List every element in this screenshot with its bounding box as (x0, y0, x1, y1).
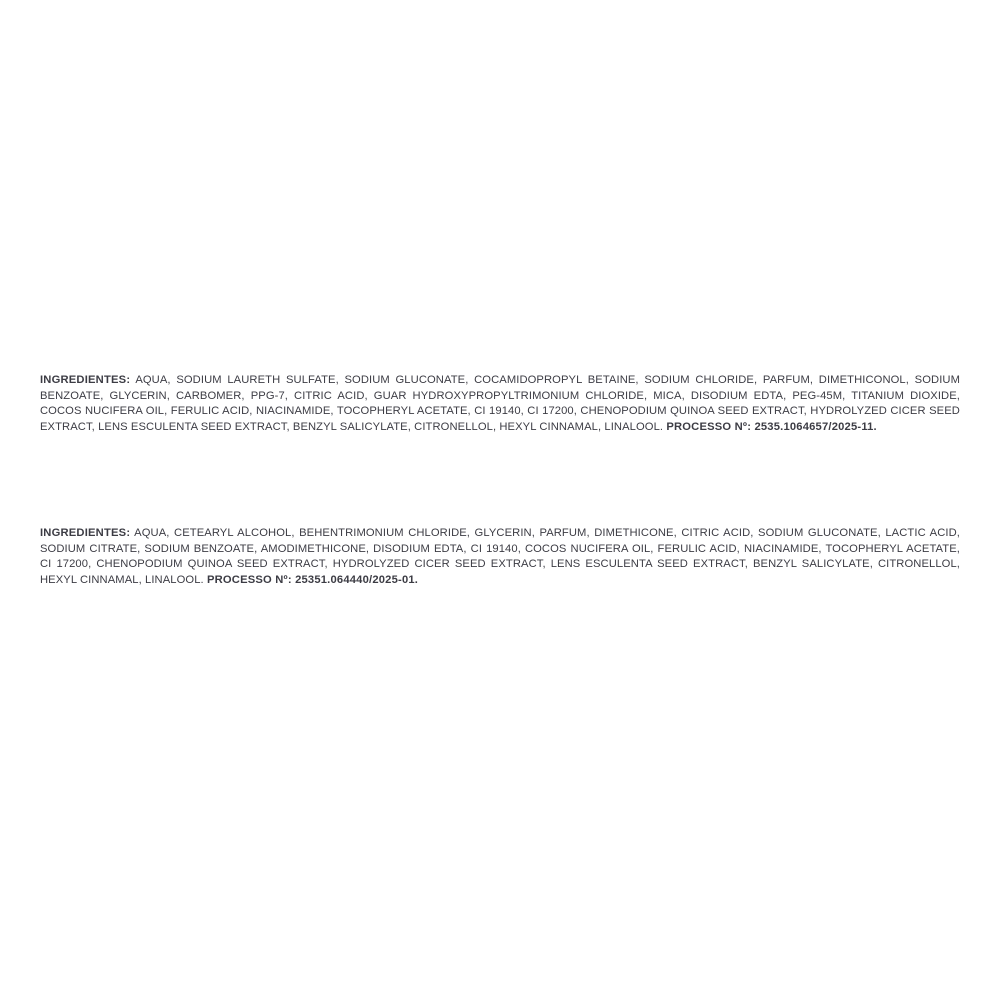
ingredients-label: INGREDIENTES: (40, 374, 131, 386)
ingredients-label: INGREDIENTES: (40, 527, 131, 539)
ingredients-list: AQUA, CETEARYL ALCOHOL, BEHENTRIMONIUM CHLORIDE, GLYCERIN, PARFUM, DIMETHICONE, CITRIC ACID, SODIUM GLUCONATE, LACTIC ACID, SODIUM CITRATE, SODIUM BENZOATE, AMODIMETHICONE, DISODIUM EDTA, CI 19140, COCOS NUCIFERA OIL, FERULIC ACID, NIACINAMIDE, TOCOPHERYL ACETATE, CI 17200, CHENOPODIUM QUINOA SEED EXTRACT, HYDROLYZED CICER SEED EXTRACT, LENS ESCULENTA SEED EXTRACT, BENZYL SALICYLATE, CITRONELLOL, HEXYL CINNAMAL, LINALOOL. (40, 527, 960, 586)
ingredients-list: AQUA, SODIUM LAURETH SULFATE, SODIUM GLUCONATE, COCAMIDOPROPYL BETAINE, SODIUM CHLORIDE, PARFUM, DIMETHICONOL, SODIUM BENZOATE, GLYCERIN, CARBOMER, PPG-7, CITRIC ACID, GUAR HYDROXYPROPYLTRIMONIUM CHLORIDE, MICA, DISODIUM EDTA, PEG-45M, TITANIUM DIOXIDE, COCOS NUCIFERA OIL, FERULIC ACID, NIACINAMIDE, TOCOPHERYL ACETATE, CI 19140, CI 17200, CHENOPODIUM QUINOA SEED EXTRACT, HYDROLYZED CICER SEED EXTRACT, LENS ESCULENTA SEED EXTRACT, BENZYL SALICYLATE, CITRONELLOL, HEXYL CINNAMAL, LINALOOL. (40, 374, 960, 433)
ingredients-block-shampoo (40, 373, 960, 435)
process-number: PROCESSO Nº: 2535.1064657/2025-11. (666, 420, 877, 433)
ingredients-block-conditioner (40, 526, 960, 588)
process-number: PROCESSO Nº: 25351.064440/2025-01. (206, 573, 419, 586)
